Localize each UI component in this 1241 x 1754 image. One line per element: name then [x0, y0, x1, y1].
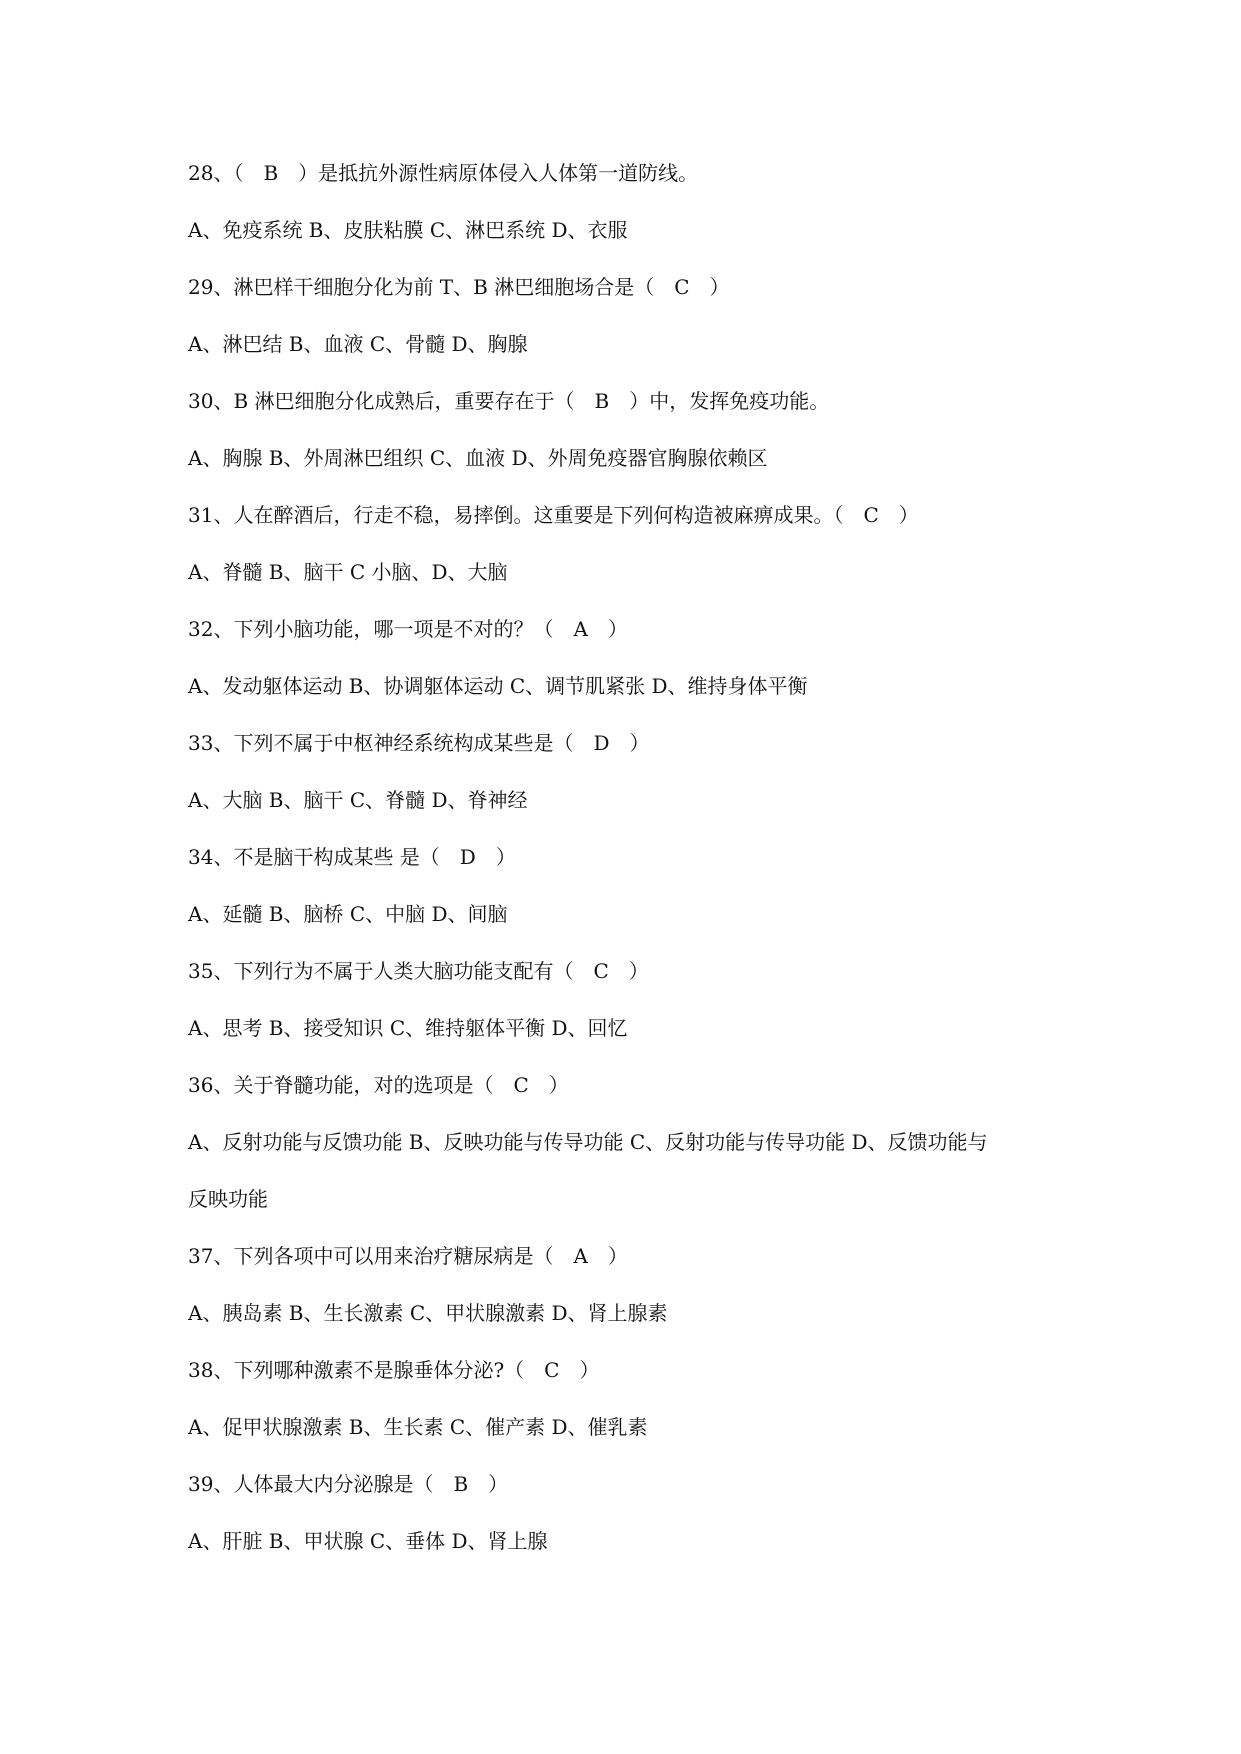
options-38: A、促甲状腺激素 B、生长素 C、催产素 D、催乳素 — [188, 1415, 648, 1439]
question-36: 36、关于脊髓功能，对的选项是（ C ） — [188, 1073, 569, 1097]
options-36-continued: 反映功能 — [188, 1187, 268, 1211]
question-38: 38、下列哪种激素不是腺垂体分泌?（ C ） — [188, 1358, 600, 1382]
options-36: A、反射功能与反馈功能 B、反映功能与传导功能 C、反射功能与传导功能 D、反馈功能与 — [188, 1130, 988, 1154]
options-39: A、肝脏 B、甲状腺 C、垂体 D、肾上腺 — [188, 1529, 548, 1553]
question-29: 29、淋巴样干细胞分化为前 T、B 淋巴细胞场合是（ C ） — [188, 275, 730, 299]
question-30: 30、B 淋巴细胞分化成熟后，重要存在于（ B ）中，发挥免疫功能。 — [188, 389, 830, 413]
question-34: 34、不是脑干构成某些 是（ D ） — [188, 845, 516, 869]
question-32: 32、下列小脑功能，哪一项是不对的？（ A ） — [188, 617, 628, 641]
question-39: 39、人体最大内分泌腺是（ B ） — [188, 1472, 509, 1496]
options-28: A、免疫系统 B、皮肤粘膜 C、淋巴系统 D、衣服 — [188, 218, 628, 242]
question-35: 35、下列行为不属于人类大脑功能支配有（ C ） — [188, 959, 649, 983]
question-33: 33、下列不属于中枢神经系统构成某些是（ D ） — [188, 731, 650, 755]
options-35: A、思考 B、接受知识 C、维持躯体平衡 D、回忆 — [188, 1016, 628, 1040]
question-37: 37、下列各项中可以用来治疗糖尿病是（ A ） — [188, 1244, 628, 1268]
question-list — [188, 158, 1068, 1583]
options-30: A、胸腺 B、外周淋巴组织 C、血液 D、外周免疫器官胸腺依赖区 — [188, 446, 768, 470]
options-33: A、大脑 B、脑干 C、脊髓 D、脊神经 — [188, 788, 528, 812]
question-31: 31、人在醉酒后，行走不稳，易摔倒。这重要是下列何构造被麻痹成果。（ C ） — [188, 503, 919, 527]
options-34: A、延髓 B、脑桥 C、中脑 D、间脑 — [188, 902, 508, 926]
options-31: A、脊髓 B、脑干 C 小脑、D、大脑 — [188, 560, 508, 584]
options-37: A、胰岛素 B、生长激素 C、甲状腺激素 D、肾上腺素 — [188, 1301, 668, 1325]
options-29: A、淋巴结 B、血液 C、骨髓 D、胸腺 — [188, 332, 528, 356]
question-28: 28、（ B ）是抵抗外源性病原体侵入人体第一道防线。 — [188, 161, 699, 185]
options-32: A、发动躯体运动 B、协调躯体运动 C、调节肌紧张 D、维持身体平衡 — [188, 674, 808, 698]
